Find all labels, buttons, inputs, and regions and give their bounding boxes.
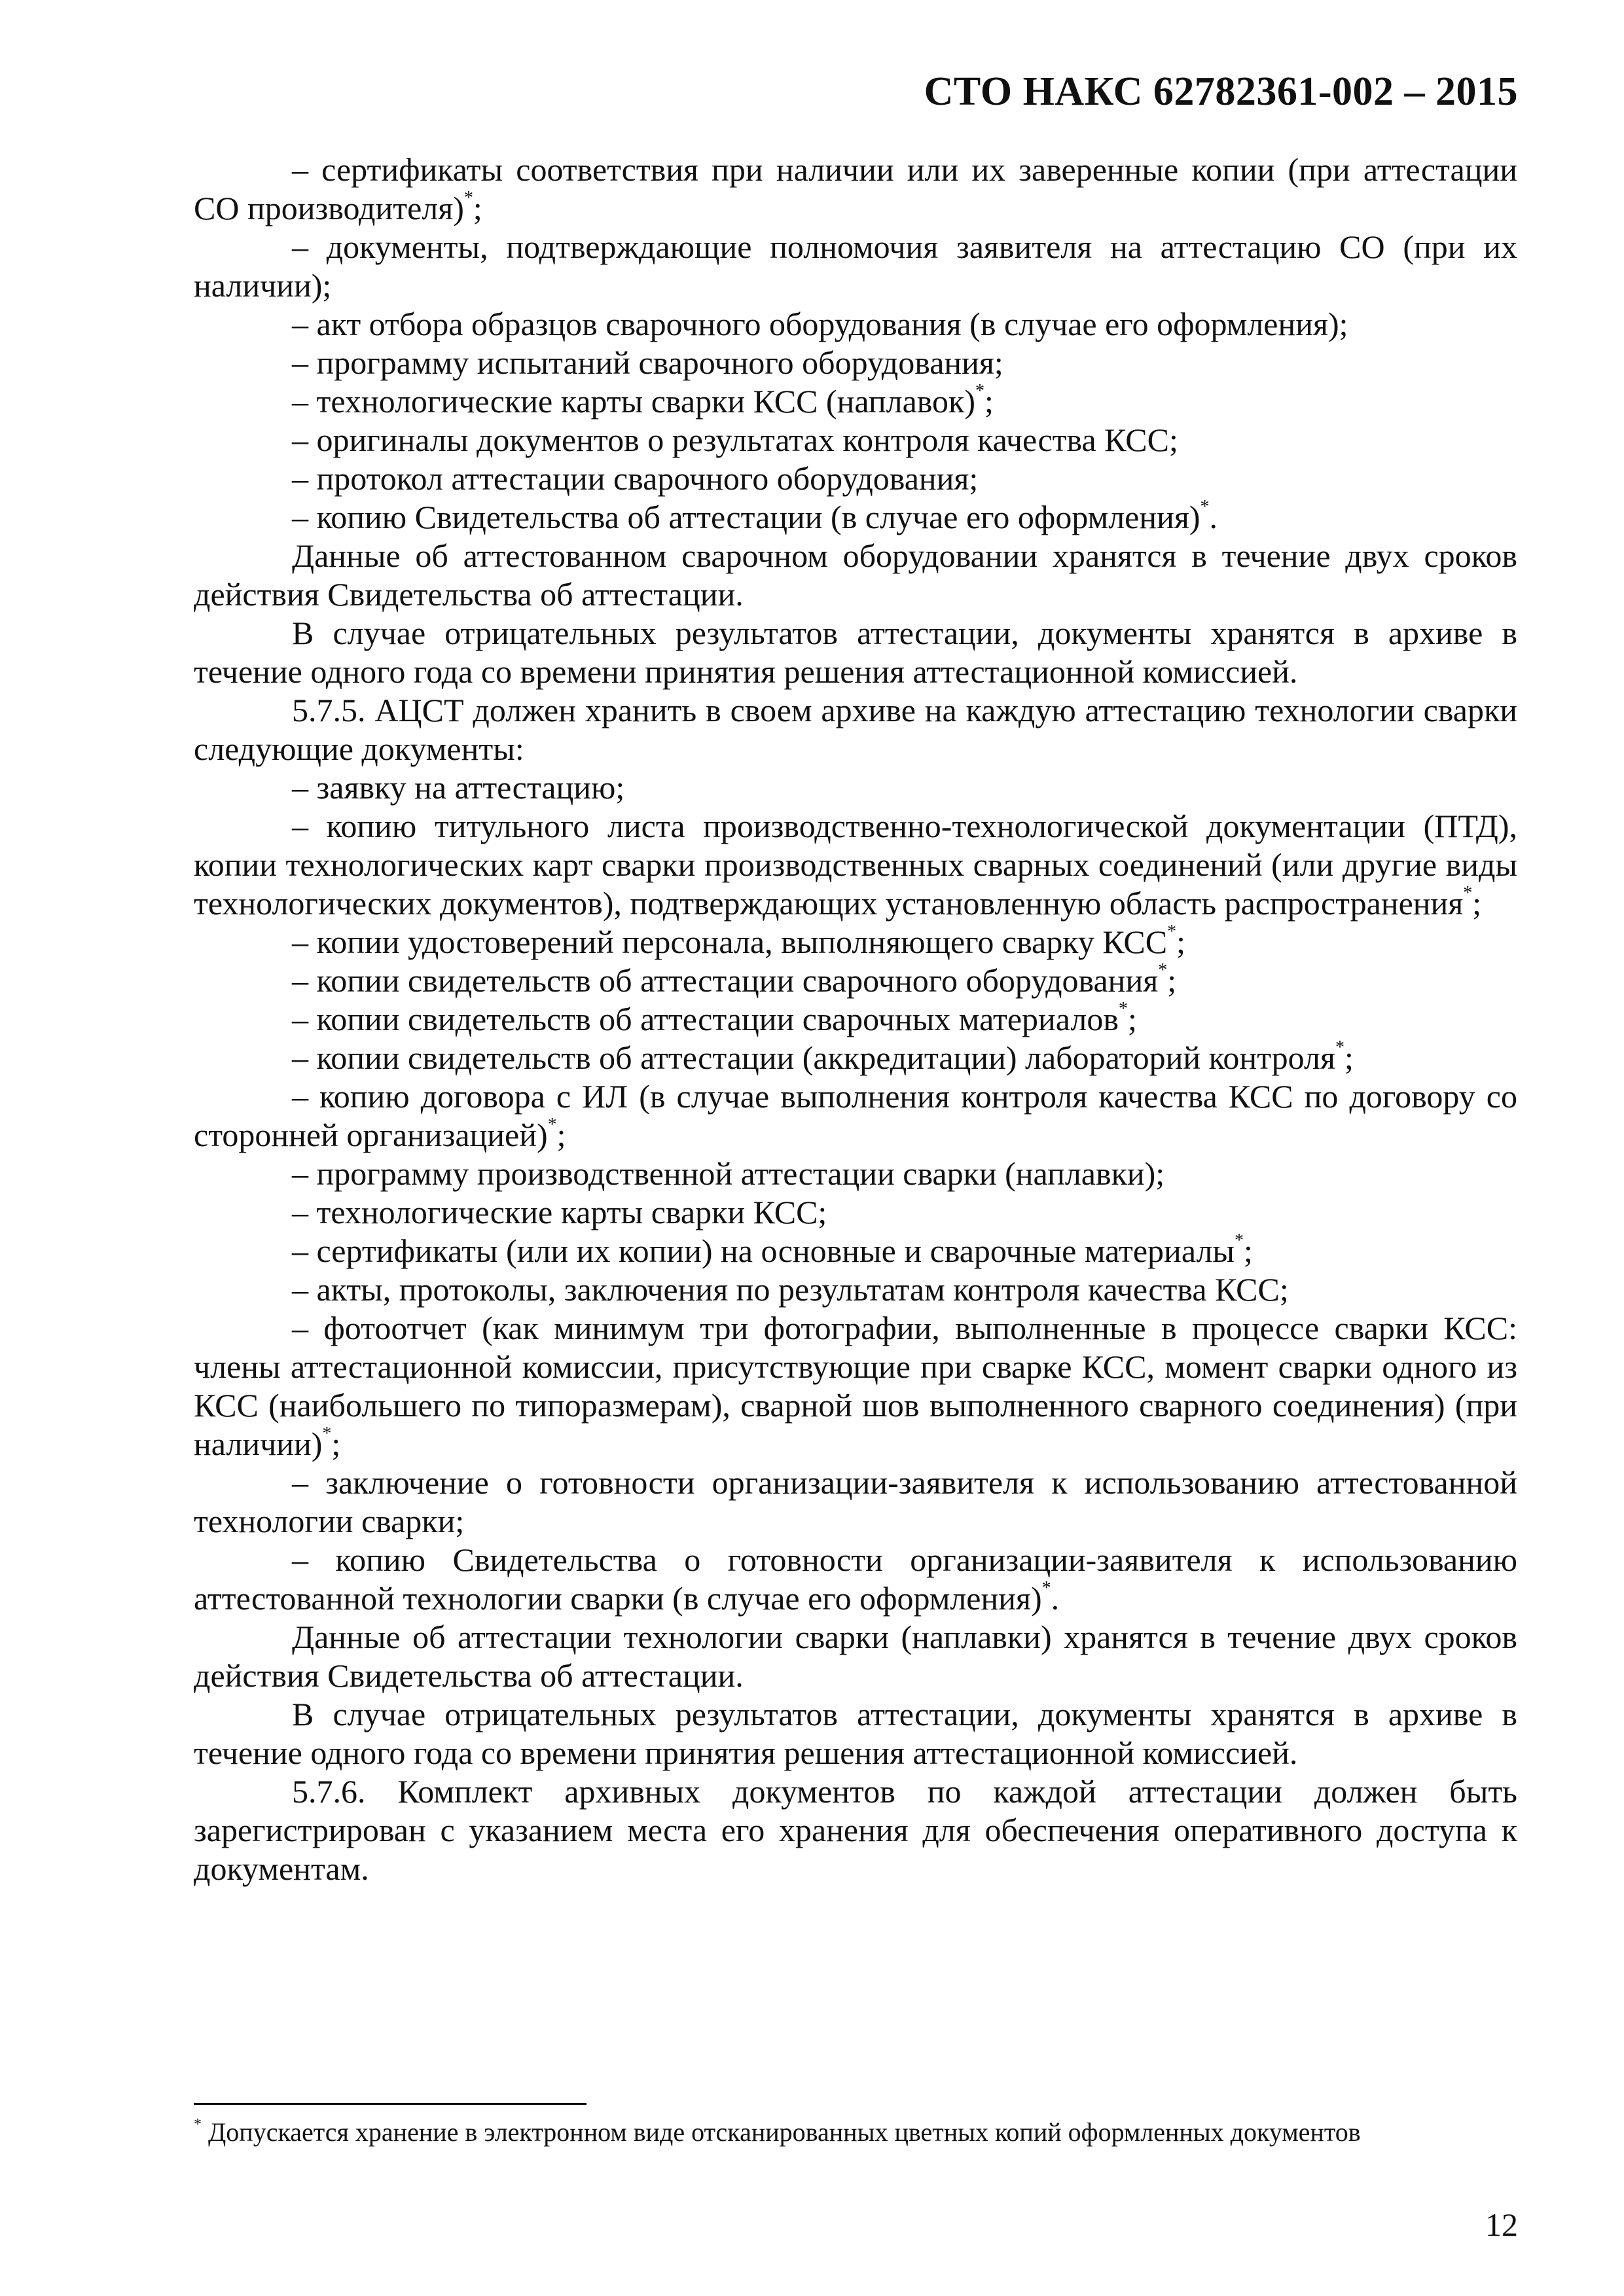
paragraph: [194, 1618, 1517, 1695]
paragraph-text: В случае отрицательных результатов аттестации, документы хранятся в архиве в течение одного года со времени принятия решения аттестационной комиссией.: [194, 615, 1517, 690]
footnote-ref: *: [1167, 922, 1177, 942]
paragraph-tail: ;: [1344, 1039, 1354, 1076]
footnote-ref: *: [547, 1115, 557, 1135]
paragraph: [194, 1077, 1517, 1155]
paragraph-tail: .: [1051, 1580, 1060, 1617]
paragraph-tail: ;: [1472, 885, 1482, 922]
paragraph-text: – копии свидетельств об аттестации сварочного оборудования: [292, 962, 1159, 999]
footnote-text: Допускается хранение в электронном виде отсканированных цветных копий оформленных документов: [202, 2117, 1361, 2147]
paragraph-text: – акт отбора образцов сварочного оборудования (в случае его оформления);: [292, 306, 1348, 342]
paragraph: [194, 691, 1517, 768]
paragraph: [194, 1155, 1517, 1193]
paragraph: [194, 961, 1517, 1000]
paragraph-text: – заключение о готовности организации-заявителя к использованию аттестованной технологии сварки;: [194, 1464, 1517, 1539]
footnote-ref: *: [975, 381, 984, 401]
paragraph-tail: ;: [984, 383, 994, 420]
paragraph: [194, 344, 1517, 382]
footnote-ref: *: [1200, 497, 1210, 517]
paragraph-tail: ;: [331, 1426, 341, 1462]
paragraph-text: 5.7.6. Комплект архивных документов по каждой аттестации должен быть зарегистрирован с указанием места его хранения для обеспечения оперативного доступа к документам.: [194, 1773, 1517, 1887]
paragraph: [194, 421, 1517, 459]
paragraph: [194, 1232, 1517, 1270]
paragraph-text: – программу производственной аттестации сварки (наплавки);: [292, 1155, 1165, 1192]
paragraph: [194, 1039, 1517, 1077]
paragraph-text: – акты, протоколы, заключения по результатам контроля качества КСС;: [292, 1271, 1289, 1308]
footnote-ref: *: [1463, 883, 1473, 903]
paragraph: [194, 1772, 1517, 1888]
paragraph-text: – сертификаты соответствия при наличии или их заверенные копии (при аттестации СО производителя): [194, 151, 1517, 226]
paragraph-text: В случае отрицательных результатов аттестации, документы хранятся в архиве в течение одного года со времени принятия решения аттестационной комиссией.: [194, 1696, 1517, 1771]
paragraph: [194, 1000, 1517, 1039]
paragraph: [194, 1463, 1517, 1541]
paragraph: [194, 459, 1517, 498]
footnote-ref: *: [1119, 999, 1128, 1019]
paragraph-text: – копии свидетельств об аттестации сварочных материалов: [292, 1001, 1119, 1037]
paragraph: [194, 923, 1517, 961]
footnote: [194, 2116, 1523, 2149]
footnote-ref: *: [463, 188, 473, 208]
footnote-ref: *: [1335, 1037, 1344, 1058]
paragraph-tail: ;: [1244, 1232, 1253, 1269]
footnote-separator: [194, 2103, 586, 2105]
paragraph-text: Данные об аттестованном сварочном оборудовании хранятся в течение двух сроков действия Свидетельства об аттестации.: [194, 537, 1517, 613]
footnote-ref: *: [1041, 1578, 1051, 1598]
paragraph: [194, 151, 1517, 228]
paragraph: [194, 1309, 1517, 1463]
paragraph-text: – копию титульного листа производственно-технологической документации (ПТД), копии технологических карт сварки производственных сварных соединений (или другие виды технологических документов), подтверждающих установленную область распространения: [194, 808, 1517, 922]
paragraph-text: 5.7.5. АЦСТ должен хранить в своем архиве на каждую аттестацию технологии сварки следующие документы:: [194, 692, 1517, 767]
paragraph: [194, 1270, 1517, 1309]
footnote-ref: *: [322, 1424, 332, 1444]
paragraph-tail: ;: [1128, 1001, 1137, 1037]
paragraph-text: – протокол аттестации сварочного оборудования;: [292, 460, 979, 497]
page-number: 12: [1485, 2206, 1518, 2243]
paragraph-text: – программу испытаний сварочного оборудования;: [292, 344, 1003, 381]
paragraph: [194, 614, 1517, 691]
paragraph-tail: .: [1209, 499, 1218, 535]
paragraph-text: – копию Свидетельства об аттестации (в случае его оформления): [292, 499, 1200, 535]
paragraph-text: – оригиналы документов о результатах контроля качества КСС;: [292, 422, 1178, 458]
paragraph: [194, 768, 1517, 807]
paragraph-text: – копии удостоверений персонала, выполняющего сварку КСС: [292, 924, 1168, 960]
paragraph-text: – документы, подтверждающие полномочия заявителя на аттестацию СО (при их наличии);: [194, 228, 1517, 304]
paragraph: [194, 1695, 1517, 1772]
paragraph-text: – фотоотчет (как минимум три фотографии, выполненные в процессе сварки КСС: члены аттестационной комиссии, присутствующие при сварке КСС, момент сварки одного из КСС (наибольшего по типоразмерам), сварной шов выполненного сварного соединения) (при наличии): [194, 1310, 1517, 1462]
paragraph-text: – копии свидетельств об аттестации (аккредитации) лабораторий контроля: [292, 1039, 1335, 1076]
paragraph: [194, 305, 1517, 344]
paragraph-text: – технологические карты сварки КСС (наплавок): [292, 383, 975, 420]
paragraph-text: – заявку на аттестацию;: [292, 769, 625, 806]
paragraph: [194, 498, 1517, 537]
footnote-marker: *: [194, 2116, 202, 2133]
paragraph-text: – копию договора с ИЛ (в случае выполнения контроля качества КСС по договору со сторонней организацией): [194, 1078, 1517, 1153]
paragraph: [194, 1541, 1517, 1618]
paragraph-text: – копию Свидетельства о готовности организации-заявителя к использованию аттестованной технологии сварки (в случае его оформления): [194, 1541, 1517, 1617]
footnote-ref: *: [1235, 1230, 1244, 1251]
paragraph-tail: ;: [1167, 962, 1177, 999]
paragraph: [194, 228, 1517, 305]
document-body: [194, 151, 1517, 1888]
paragraph-tail: ;: [473, 190, 482, 226]
paragraph: [194, 807, 1517, 923]
paragraph-tail: ;: [1176, 924, 1186, 960]
paragraph-text: Данные об аттестации технологии сварки (наплавки) хранятся в течение двух сроков действия Свидетельства об аттестации.: [194, 1619, 1517, 1694]
paragraph: [194, 1193, 1517, 1232]
paragraph: [194, 537, 1517, 614]
paragraph-text: – технологические карты сварки КСС;: [292, 1194, 827, 1230]
document-header: СТО НАКС 62782361-002 – 2015: [924, 69, 1518, 114]
paragraph: [194, 382, 1517, 421]
footnote-ref: *: [1158, 960, 1168, 980]
paragraph-text: – сертификаты (или их копии) на основные и сварочные материалы: [292, 1232, 1235, 1269]
paragraph-tail: ;: [556, 1117, 566, 1153]
